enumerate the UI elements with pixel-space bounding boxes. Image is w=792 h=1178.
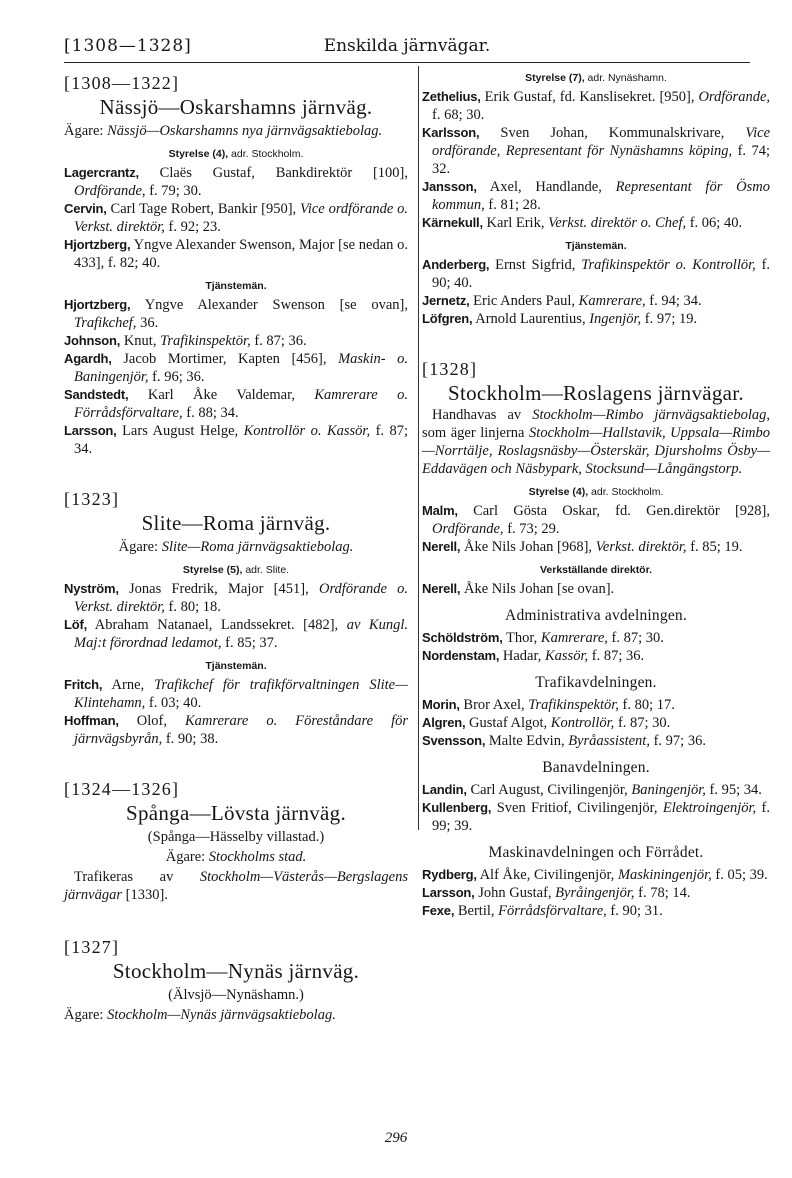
section-title: Stockholm—Nynäs järnväg. [112, 959, 360, 983]
person-role: Representant för Ösmo kommun, [432, 179, 771, 213]
person-details: Bertil, [457, 903, 495, 919]
person-details: Sven Johan, Kommunalskrivare, [500, 125, 725, 141]
person-entry [422, 538, 770, 556]
person-birth: f. 90; 40. [432, 257, 771, 291]
person-details: John Gustaf, [478, 885, 552, 901]
person-details: Knut, [123, 333, 157, 349]
person-role: Verkst. direktör, [595, 539, 687, 555]
person-details: Åke Nils Johan [se ovan]. [463, 581, 615, 597]
person-surname: Landin, [422, 782, 467, 797]
person-entry [64, 236, 408, 272]
person-entry [422, 781, 770, 799]
person-role: Trafikinspektör, [160, 333, 251, 349]
person-role: Maskiningenjör, [617, 867, 712, 883]
person-surname: Fritch, [64, 677, 103, 692]
section-number: [1328] [422, 359, 478, 379]
person-role: Trafikinspektör, [528, 697, 619, 713]
person-entry [64, 332, 408, 350]
department-heading: Maskinavdelningen och Förrådet. [488, 844, 704, 861]
department-list [422, 866, 770, 920]
board-list [64, 164, 408, 272]
person-birth: f. 87; 34. [74, 423, 409, 457]
department-list [422, 696, 770, 750]
person-details: Lars August Helge, [122, 423, 239, 439]
section-intro: Handhavas av Stockholm—Rimbo järnvägsaktiebolag, som äger linjerna Stockholm—Hallstavik, Uppsala—Rimbo—Norrtälje, Roslagsnäsby—Österskär, Djursholms Ösby—Eddavägen och Näsbypark, Stocksund—Långängstorp. [422, 407, 771, 477]
board-heading: Styrelse (7), adr. Nynäshamn. [525, 72, 667, 84]
person-birth: f. 03; 40. [148, 695, 202, 711]
person-details: Jonas Fredrik, Major [451], [129, 581, 309, 597]
section-number: [1324—1326] [64, 779, 180, 799]
person-birth: f. 96; 36. [152, 369, 205, 385]
person-birth: f. 05; 39. [715, 867, 768, 883]
person-birth: f. 87; 36. [254, 333, 307, 349]
person-role: Byråassistent, [568, 733, 650, 749]
department-heading: Administrativa avdelningen. [505, 607, 687, 624]
person-entry [422, 902, 770, 920]
person-details: Alf Åke, Civilingenjör, [479, 867, 615, 883]
running-header [64, 36, 750, 60]
person-entry [64, 200, 408, 236]
person-details: Carl Gösta Oskar, fd. Gen.direktör [928], [473, 503, 771, 519]
person-surname: Rydberg, [422, 867, 477, 882]
person-birth: f. 97; 36. [653, 733, 706, 749]
person-details: Carl August, Civilingenjör, [470, 782, 628, 798]
person-surname: Kullenberg, [422, 800, 492, 815]
department-list [422, 781, 770, 835]
page-number: 296 [384, 1130, 408, 1146]
vd-heading: Verkställande direktör. [539, 564, 653, 576]
person-surname: Schöldström, [422, 630, 503, 645]
person-details: Hadar, [502, 648, 542, 664]
column-divider [418, 66, 419, 830]
header-rule [64, 62, 750, 63]
person-birth: f. 90; 38. [165, 731, 219, 747]
vd-list [422, 580, 770, 598]
owner-line: Ägare: Stockholm—Nynäs järnvägsaktiebolag. [64, 1007, 336, 1023]
person-details: Bror Axel, [463, 697, 525, 713]
person-role: Kamrerare o. Förrådsförvaltare, [74, 387, 409, 421]
person-birth: f. 99; 39. [432, 800, 771, 834]
person-details: Karl Åke Valdemar, [147, 387, 295, 403]
person-surname: Kärnekull, [422, 215, 483, 230]
person-birth: 36. [140, 315, 159, 331]
person-birth: f. 87; 30. [611, 630, 664, 646]
section-title: Nässjö—Oskarshamns järnväg. [99, 95, 373, 119]
person-role: Maskin- o. Baningenjör, [74, 351, 409, 385]
person-details: Ernst Sigfrid, [495, 257, 576, 273]
person-entry [422, 214, 770, 232]
person-details: Yngve Alexander Swenson [se ovan], [144, 297, 409, 313]
person-details: Arne, [111, 677, 145, 693]
person-entry [64, 676, 408, 712]
person-details: Åke Nils Johan [968], [463, 539, 593, 555]
person-entry [64, 296, 408, 332]
right-column [422, 68, 770, 920]
person-role: Ingenjör, [589, 311, 642, 327]
board-list [64, 580, 408, 652]
staff-heading: Tjänstemän. [565, 240, 627, 252]
person-entry [422, 580, 770, 598]
person-entry [422, 629, 770, 647]
person-birth: f. 97; 19. [644, 311, 698, 327]
person-details: Yngve Alexander Swenson, Major [se nedan o. 433], [74, 237, 408, 271]
person-birth: f. 92; 23. [168, 219, 221, 235]
department-list [422, 629, 770, 665]
person-details: Carl Tage Robert, Bankir [950], [110, 201, 297, 217]
section-title: Spånga—Lövsta järnväg. [125, 801, 347, 825]
person-birth: f. 06; 40. [689, 215, 743, 231]
person-surname: Hjortzberg, [64, 237, 131, 252]
section-subtitle: (Spånga—Hässelby villastad.) [147, 829, 325, 845]
person-birth: f. 82; 40. [107, 255, 161, 271]
person-entry [422, 124, 770, 178]
person-entry [64, 712, 408, 748]
person-details: Erik Gustaf, fd. Kanslisekret. [950], [484, 89, 695, 105]
person-birth: f. 81; 28. [488, 197, 541, 213]
section-title: Slite—Roma järnväg. [141, 511, 331, 535]
person-surname: Jernetz, [422, 293, 470, 308]
section-subtitle: (Älvsjö—Nynäshamn.) [168, 987, 304, 1003]
board-list [422, 88, 770, 232]
owner-line: Ägare: Stockholms stad. [165, 849, 307, 865]
owner-line: Ägare: Slite—Roma järnvägsaktiebolag. [118, 539, 354, 555]
person-surname: Fexe, [422, 903, 455, 918]
person-surname: Larsson, [64, 423, 117, 438]
person-details: Thor, [506, 630, 538, 646]
person-surname: Nerell, [422, 539, 461, 554]
staff-heading: Tjänstemän. [205, 660, 267, 672]
department-heading: Trafikavdelningen. [535, 674, 657, 691]
person-role: Trafikchef för trafikförvaltningen Slite—Klintehamn, [74, 677, 408, 711]
department-heading: Banavdelningen. [542, 759, 650, 776]
person-role: Ordförande, [698, 89, 771, 105]
person-role: Baningenjör, [631, 782, 706, 798]
person-role: Trafikchef, [74, 315, 137, 331]
person-role: Byråingenjör, [555, 885, 635, 901]
section-title: Stockholm—Roslagens järnvägar. [448, 381, 744, 405]
section-number: [1308—1322] [64, 73, 180, 93]
person-surname: Nerell, [422, 581, 461, 596]
person-details: Arnold Laurentius, [475, 311, 586, 327]
person-surname: Anderberg, [422, 257, 490, 272]
person-surname: Löfgren, [422, 311, 473, 326]
person-role: Ordförande o. Verkst. direktör, [74, 581, 409, 615]
person-role: Ordförande, [74, 183, 146, 199]
person-surname: Svensson, [422, 733, 486, 748]
person-birth: f. 68; 30. [432, 107, 485, 123]
person-details: Eric Anders Paul, [473, 293, 576, 309]
person-surname: Morin, [422, 697, 460, 712]
person-surname: Zethelius, [422, 89, 481, 104]
traffic-line: Trafikeras av Stockholm—Västerås—Bergslagens järnvägar [1330]. [64, 869, 408, 903]
person-birth: f. 85; 37. [225, 635, 278, 651]
person-birth: f. 74; 32. [432, 143, 771, 177]
person-role: Verkst. direktör o. Chef, [548, 215, 687, 231]
person-details: Axel, Handlande, [489, 179, 602, 195]
person-birth: f. 88; 34. [186, 405, 239, 421]
owner-line: Ägare: Nässjö—Oskarshamns nya järnvägsaktiebolag. [64, 123, 383, 139]
person-birth: f. 87; 36. [591, 648, 645, 664]
staff-list [64, 676, 408, 748]
person-role: Kontrollör o. Kassör, [243, 423, 371, 439]
person-details: Karl Erik, [486, 215, 545, 231]
person-details: Gustaf Algot, [469, 715, 548, 731]
person-birth: f. 95; 34. [709, 782, 762, 798]
person-birth: f. 85; 19. [690, 539, 743, 555]
person-entry [64, 616, 408, 652]
person-entry [64, 164, 408, 200]
board-heading: Styrelse (5), adr. Slite. [182, 564, 290, 576]
person-entry [422, 88, 770, 124]
person-entry [422, 799, 770, 835]
person-birth: f. 79; 30. [149, 183, 202, 199]
person-birth: f. 94; 34. [649, 293, 702, 309]
person-surname: Jansson, [422, 179, 477, 194]
person-surname: Karlsson, [422, 125, 480, 140]
person-entry [422, 884, 770, 902]
person-details: Claës Gustaf, Bankdirektör [100], [159, 165, 408, 181]
person-surname: Sandstedt, [64, 387, 129, 402]
person-entry [64, 350, 408, 386]
person-surname: Nordenstam, [422, 648, 500, 663]
person-entry [64, 580, 408, 616]
person-surname: Cervin, [64, 201, 107, 216]
person-birth: f. 73; 29. [507, 521, 560, 537]
person-role: Elektroingenjör, [662, 800, 757, 816]
section-number: [1327] [64, 937, 120, 957]
board-heading: Styrelse (4), adr. Stockholm. [168, 148, 304, 160]
person-birth: f. 87; 30. [617, 715, 671, 731]
person-entry [64, 422, 408, 458]
person-role: Ordförande, [432, 521, 504, 537]
person-surname: Löf, [64, 617, 88, 632]
staff-heading: Tjänstemän. [205, 280, 267, 292]
staff-list [422, 256, 770, 328]
left-column [64, 68, 408, 1026]
person-role: Vice ordförande o. Verkst. direktör, [74, 201, 409, 235]
header-title: Enskilda järnvägar. [323, 36, 491, 56]
person-role: Kontrollör, [550, 715, 615, 731]
person-role: av Kungl. Maj:t förordnad ledamot, [74, 617, 408, 651]
person-details: Malte Edvin, [488, 733, 565, 749]
person-surname: Algren, [422, 715, 466, 730]
header-range: [1308—1328] [64, 36, 192, 56]
person-entry [422, 866, 770, 884]
person-entry [422, 696, 770, 714]
section-number: [1323] [64, 489, 120, 509]
board-list [422, 502, 770, 556]
person-role: Kamrerare o. Föreståndare för järnvägsbyrån, [74, 713, 409, 747]
person-details: Sven Fritiof, Civilingenjör, [496, 800, 658, 816]
person-role: Kamrerare, [540, 630, 608, 646]
person-birth: f. 80; 18. [168, 599, 221, 615]
board-heading: Styrelse (4), adr. Stockholm. [528, 486, 664, 498]
person-role: Trafikinspektör o. Kontrollör, [581, 257, 756, 273]
person-entry [422, 647, 770, 665]
person-details: Abraham Natanael, Landssekret. [482], [94, 617, 339, 633]
person-role: Kamrerare, [578, 293, 646, 309]
person-surname: Lagercrantz, [64, 165, 139, 180]
person-surname: Hoffman, [64, 713, 119, 728]
person-role: Kassör, [544, 648, 589, 664]
person-entry [64, 386, 408, 422]
person-role: Vice ordförande, Representant för Nynäshamns köping, [432, 125, 771, 159]
person-surname: Agardh, [64, 351, 112, 366]
person-details: Olof, [136, 713, 167, 729]
person-surname: Larsson, [422, 885, 475, 900]
person-surname: Malm, [422, 503, 458, 518]
person-entry [422, 732, 770, 750]
person-birth: f. 90; 31. [610, 903, 663, 919]
person-entry [422, 178, 770, 214]
person-entry [422, 502, 770, 538]
person-surname: Hjortzberg, [64, 297, 131, 312]
person-entry [422, 714, 770, 732]
staff-list [64, 296, 408, 458]
person-entry [422, 292, 770, 310]
person-surname: Johnson, [64, 333, 121, 348]
person-details: Jacob Mortimer, Kapten [456], [123, 351, 327, 367]
person-surname: Nyström, [64, 581, 119, 596]
person-role: Förrådsförvaltare, [498, 903, 607, 919]
person-birth: f. 78; 14. [638, 885, 691, 901]
person-entry [422, 310, 770, 328]
person-entry [422, 256, 770, 292]
person-birth: f. 80; 17. [622, 697, 675, 713]
